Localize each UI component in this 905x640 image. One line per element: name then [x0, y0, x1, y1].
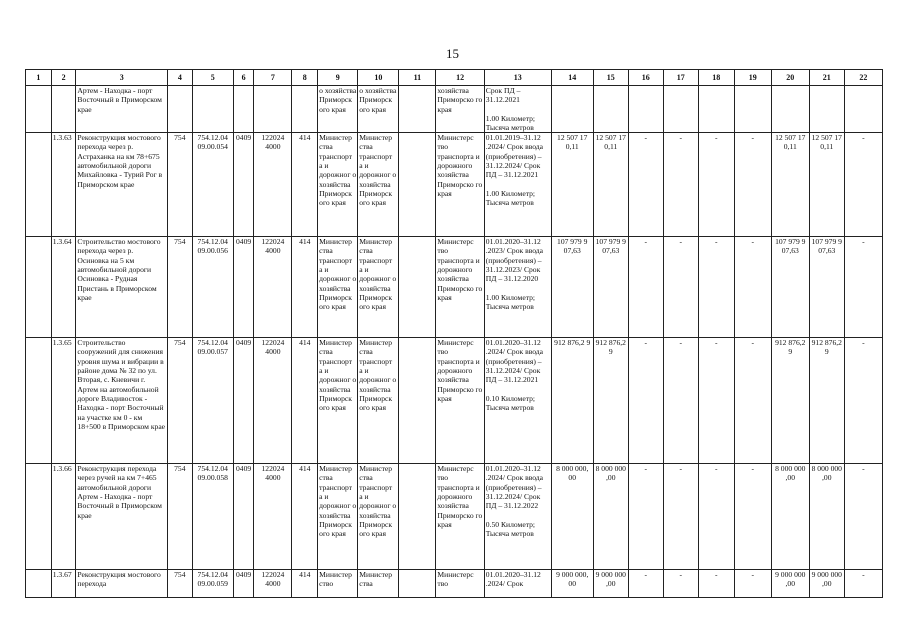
cell-c13 [484, 570, 551, 598]
cell-c17 [663, 86, 698, 133]
cell-c18 [698, 86, 734, 133]
cell-c19: - [734, 338, 771, 464]
table-row [26, 237, 883, 338]
cell-c8: 414 [292, 338, 318, 464]
cell-c8 [292, 86, 318, 133]
cell-c11 [399, 338, 436, 464]
spacer [486, 105, 550, 114]
cell-c13 [484, 133, 551, 237]
cell-c22: - [844, 464, 882, 570]
item-title: Строительство сооружений для снижения уровня шума и вибрации в районе дома № 32 по ул. Вторая, с. Кневичи г. Артем на автомобильной дороге Владивосток - Находка - порт Восточный на участке км 0 - км 18+500 в Приморском крае [76, 338, 168, 464]
cell-c21: 912 876,2 9 [809, 338, 844, 464]
cell-c17: - [663, 464, 698, 570]
cell-c4: 754 [167, 464, 192, 570]
empty-cell [26, 133, 52, 237]
cell-c4: 754 [167, 133, 192, 237]
column-header: 6 [233, 70, 254, 86]
cell-c14: 12 507 17 0,11 [551, 133, 593, 237]
spacer [486, 180, 550, 189]
column-header: 22 [844, 70, 882, 86]
column-header: 1 [26, 70, 52, 86]
cell-c4: 754 [167, 570, 192, 598]
cell-c15: 107 979 9 07,63 [593, 237, 628, 338]
capacity-text: 0.50 Километр; Тысяча метров [485, 519, 536, 538]
item-title: Артем - Находка - порт Восточный в Приморском крае [76, 86, 168, 133]
period-text: 01.01.2020–31.12 .2023/ Срок ввода (приобретения) – 31.12.2023/ Срок ПД – 31.12.2020 [485, 237, 544, 284]
table-row [26, 570, 883, 598]
cell-c9: Министер ство [318, 570, 358, 598]
cell-c21: 107 979 9 07,63 [809, 237, 844, 338]
cell-c19: - [734, 237, 771, 338]
column-header: 21 [809, 70, 844, 86]
cell-c5: 754.12.04 09.00.059 [192, 570, 233, 598]
cell-c7: 122024 4000 [254, 237, 292, 338]
cell-c12: Министерс тво транспорта и дорожного хозяйства Приморско го края [436, 133, 484, 237]
cell-c12: Министерс тво транспорта и дорожного хозяйства Приморско го края [436, 464, 484, 570]
empty-cell [26, 464, 52, 570]
cell-c17: - [663, 570, 698, 598]
cell-c10: Министер ства транспорт а и дорожног о хозяйства Приморск ого края [358, 237, 399, 338]
spacer [486, 284, 550, 293]
item-title: Реконструкция перехода через ручей на км 7+465 автомобильной дороги Артем - Находка - порт Восточный в Приморском крае [76, 464, 168, 570]
cell-c20: 912 876,2 9 [771, 338, 809, 464]
item-title: Строительство мостового перехода через р. Осиновка на 5 км автомобильной дороги Осиновка - Рудная Пристань в Приморском крае [76, 237, 168, 338]
cell-c6 [233, 86, 254, 133]
period-text: 01.01.2020–31.12 .2024/ Срок ввода (приобретения) – 31.12.2024/ Срок ПД – 31.12.2022 [485, 464, 544, 511]
cell-c5: 754.12.04 09.00.056 [192, 237, 233, 338]
cell-c21 [809, 86, 844, 133]
cell-c10: Министер ства [358, 570, 399, 598]
column-header: 20 [771, 70, 809, 86]
cell-c18: - [698, 570, 734, 598]
item-title: Реконструкция мостового перехода [76, 570, 168, 598]
column-header: 13 [484, 70, 551, 86]
item-number: 1.3.66 [51, 464, 76, 570]
cell-c16: - [628, 570, 663, 598]
column-header: 7 [254, 70, 292, 86]
column-header: 10 [358, 70, 399, 86]
column-header: 15 [593, 70, 628, 86]
cell-c18: - [698, 237, 734, 338]
item-number: 1.3.64 [51, 237, 76, 338]
cell-c9: Министер ства транспорт а и дорожног о хозяйства Приморск ого края [318, 338, 358, 464]
item-title: Реконструкция мостового перехода через р. Астраханка на км 78+675 автомобильной дороги Михайловка - Турий Рог в Приморском крае [76, 133, 168, 237]
cell-c10: Министер ства транспорт а и дорожног о хозяйства Приморск ого края [358, 133, 399, 237]
cell-c17: - [663, 237, 698, 338]
cell-c17: - [663, 133, 698, 237]
item-number: 1.3.67 [51, 570, 76, 598]
cell-c14 [551, 86, 593, 133]
cell-c12: Министерс тво [436, 570, 484, 598]
cell-c14: 8 000 000, 00 [551, 464, 593, 570]
cell-c9: о хозяйства Приморск ого края [318, 86, 358, 133]
cell-c6: 0409 [233, 237, 254, 338]
cell-c13 [484, 464, 551, 570]
item-number: 1.3.63 [51, 133, 76, 237]
page-number: 15 [446, 46, 459, 61]
spacer [486, 511, 550, 520]
cell-c5: 754.12.04 09.00.058 [192, 464, 233, 570]
column-header: 3 [76, 70, 168, 86]
table-row [26, 338, 883, 464]
cell-c11 [399, 237, 436, 338]
cell-c14: 107 979 9 07,63 [551, 237, 593, 338]
table-row [26, 86, 883, 133]
capacity-text: 0.10 Километр; Тысяча метров [485, 393, 536, 412]
cell-c16: - [628, 338, 663, 464]
cell-c5 [192, 86, 233, 133]
cell-c11 [399, 133, 436, 237]
cell-c15: 912 876,2 9 [593, 338, 628, 464]
spacer [486, 385, 550, 394]
cell-c20: 12 507 17 0,11 [771, 133, 809, 237]
cell-c6: 0409 [233, 338, 254, 464]
cell-c8: 414 [292, 237, 318, 338]
capacity-text: 1.00 Километр; Тысяча метров [485, 188, 536, 207]
cell-c6: 0409 [233, 133, 254, 237]
cell-c19 [734, 86, 771, 133]
cell-c11 [399, 86, 436, 133]
cell-c22: - [844, 570, 882, 598]
column-header: 18 [698, 70, 734, 86]
cell-c13 [484, 237, 551, 338]
cell-c16 [628, 86, 663, 133]
table-row [26, 464, 883, 570]
period-text: Срок ПД – 31.12.2021 [485, 86, 521, 105]
cell-c22: - [844, 133, 882, 237]
column-header: 14 [551, 70, 593, 86]
cell-c9: Министер ства транспорт а и дорожног о хозяйства Приморск ого края [318, 133, 358, 237]
cell-c21: 8 000 000 ,00 [809, 464, 844, 570]
cell-c11 [399, 464, 436, 570]
cell-c18: - [698, 464, 734, 570]
empty-cell [26, 338, 52, 464]
header-row [26, 70, 883, 86]
cell-c21: 9 000 000 ,00 [809, 570, 844, 598]
cell-c6: 0409 [233, 570, 254, 598]
item-number [51, 86, 76, 133]
cell-c7 [254, 86, 292, 133]
cell-c4: 754 [167, 237, 192, 338]
cell-c22 [844, 86, 882, 133]
cell-c14: 912 876,2 9 [551, 338, 593, 464]
cell-c9: Министер ства транспорт а и дорожног о хозяйства Приморск ого края [318, 237, 358, 338]
cell-c13 [484, 338, 551, 464]
cell-c20: 107 979 9 07,63 [771, 237, 809, 338]
table-row [26, 133, 883, 237]
period-text: 01.01.2020–31.12 .2024/ Срок [485, 570, 541, 589]
column-header: 9 [318, 70, 358, 86]
cell-c15 [593, 86, 628, 133]
cell-c7: 122024 4000 [254, 338, 292, 464]
cell-c15: 9 000 000 ,00 [593, 570, 628, 598]
cell-c9: Министер ства транспорт а и дорожног о хозяйства Приморск ого края [318, 464, 358, 570]
cell-c11 [399, 570, 436, 598]
cell-c14: 9 000 000, 00 [551, 570, 593, 598]
cell-c18: - [698, 133, 734, 237]
cell-c18: - [698, 338, 734, 464]
capacity-text: 1.00 Километр; Тысяча метров [485, 113, 536, 132]
cell-c12: хозяйства Приморско го края [436, 86, 484, 133]
cell-c5: 754.12.04 09.00.054 [192, 133, 233, 237]
cell-c21: 12 507 17 0,11 [809, 133, 844, 237]
cell-c19: - [734, 133, 771, 237]
cell-c10: Министер ства транспорт а и дорожног о хозяйства Приморск ого края [358, 464, 399, 570]
column-header: 17 [663, 70, 698, 86]
cell-c10: о хозяйства Приморск ого края [358, 86, 399, 133]
cell-c22: - [844, 338, 882, 464]
cell-c7: 122024 4000 [254, 570, 292, 598]
column-header: 4 [167, 70, 192, 86]
column-header: 19 [734, 70, 771, 86]
cell-c12: Министерс тво транспорта и дорожного хозяйства Приморско го края [436, 237, 484, 338]
empty-cell [26, 570, 52, 598]
cell-c4 [167, 86, 192, 133]
cell-c16: - [628, 464, 663, 570]
cell-c15: 8 000 000 ,00 [593, 464, 628, 570]
column-header: 11 [399, 70, 436, 86]
column-header: 8 [292, 70, 318, 86]
cell-c16: - [628, 133, 663, 237]
cell-c19: - [734, 464, 771, 570]
cell-c20 [771, 86, 809, 133]
empty-cell [26, 237, 52, 338]
cell-c17: - [663, 338, 698, 464]
cell-c20: 8 000 000 ,00 [771, 464, 809, 570]
cell-c15: 12 507 17 0,11 [593, 133, 628, 237]
cell-c8: 414 [292, 570, 318, 598]
item-number: 1.3.65 [51, 338, 76, 464]
column-header: 12 [436, 70, 484, 86]
cell-c7: 122024 4000 [254, 133, 292, 237]
cell-c20: 9 000 000 ,00 [771, 570, 809, 598]
period-text: 01.01.2020–31.12 .2024/ Срок ввода (приобретения) – 31.12.2024/ Срок ПД – 31.12.2021 [485, 338, 544, 385]
budget-table [25, 69, 883, 598]
column-header: 2 [51, 70, 76, 86]
cell-c22: - [844, 237, 882, 338]
column-header: 5 [192, 70, 233, 86]
cell-c4: 754 [167, 338, 192, 464]
cell-c19: - [734, 570, 771, 598]
cell-c12: Министерс тво транспорта и дорожного хозяйства Приморско го края [436, 338, 484, 464]
capacity-text: 1.00 Километр; Тысяча метров [485, 292, 536, 311]
cell-c13 [484, 86, 551, 133]
empty-cell [26, 86, 52, 133]
column-header: 16 [628, 70, 663, 86]
cell-c7: 122024 4000 [254, 464, 292, 570]
cell-c10: Министер ства транспорт а и дорожног о хозяйства Приморск ого края [358, 338, 399, 464]
cell-c8: 414 [292, 133, 318, 237]
cell-c8: 414 [292, 464, 318, 570]
cell-c16: - [628, 237, 663, 338]
period-text: 01.01.2019–31.12 .2024/ Срок ввода (приобретения) – 31.12.2024/ Срок ПД – 31.12.2021 [485, 133, 544, 180]
cell-c5: 754.12.04 09.00.057 [192, 338, 233, 464]
cell-c6: 0409 [233, 464, 254, 570]
